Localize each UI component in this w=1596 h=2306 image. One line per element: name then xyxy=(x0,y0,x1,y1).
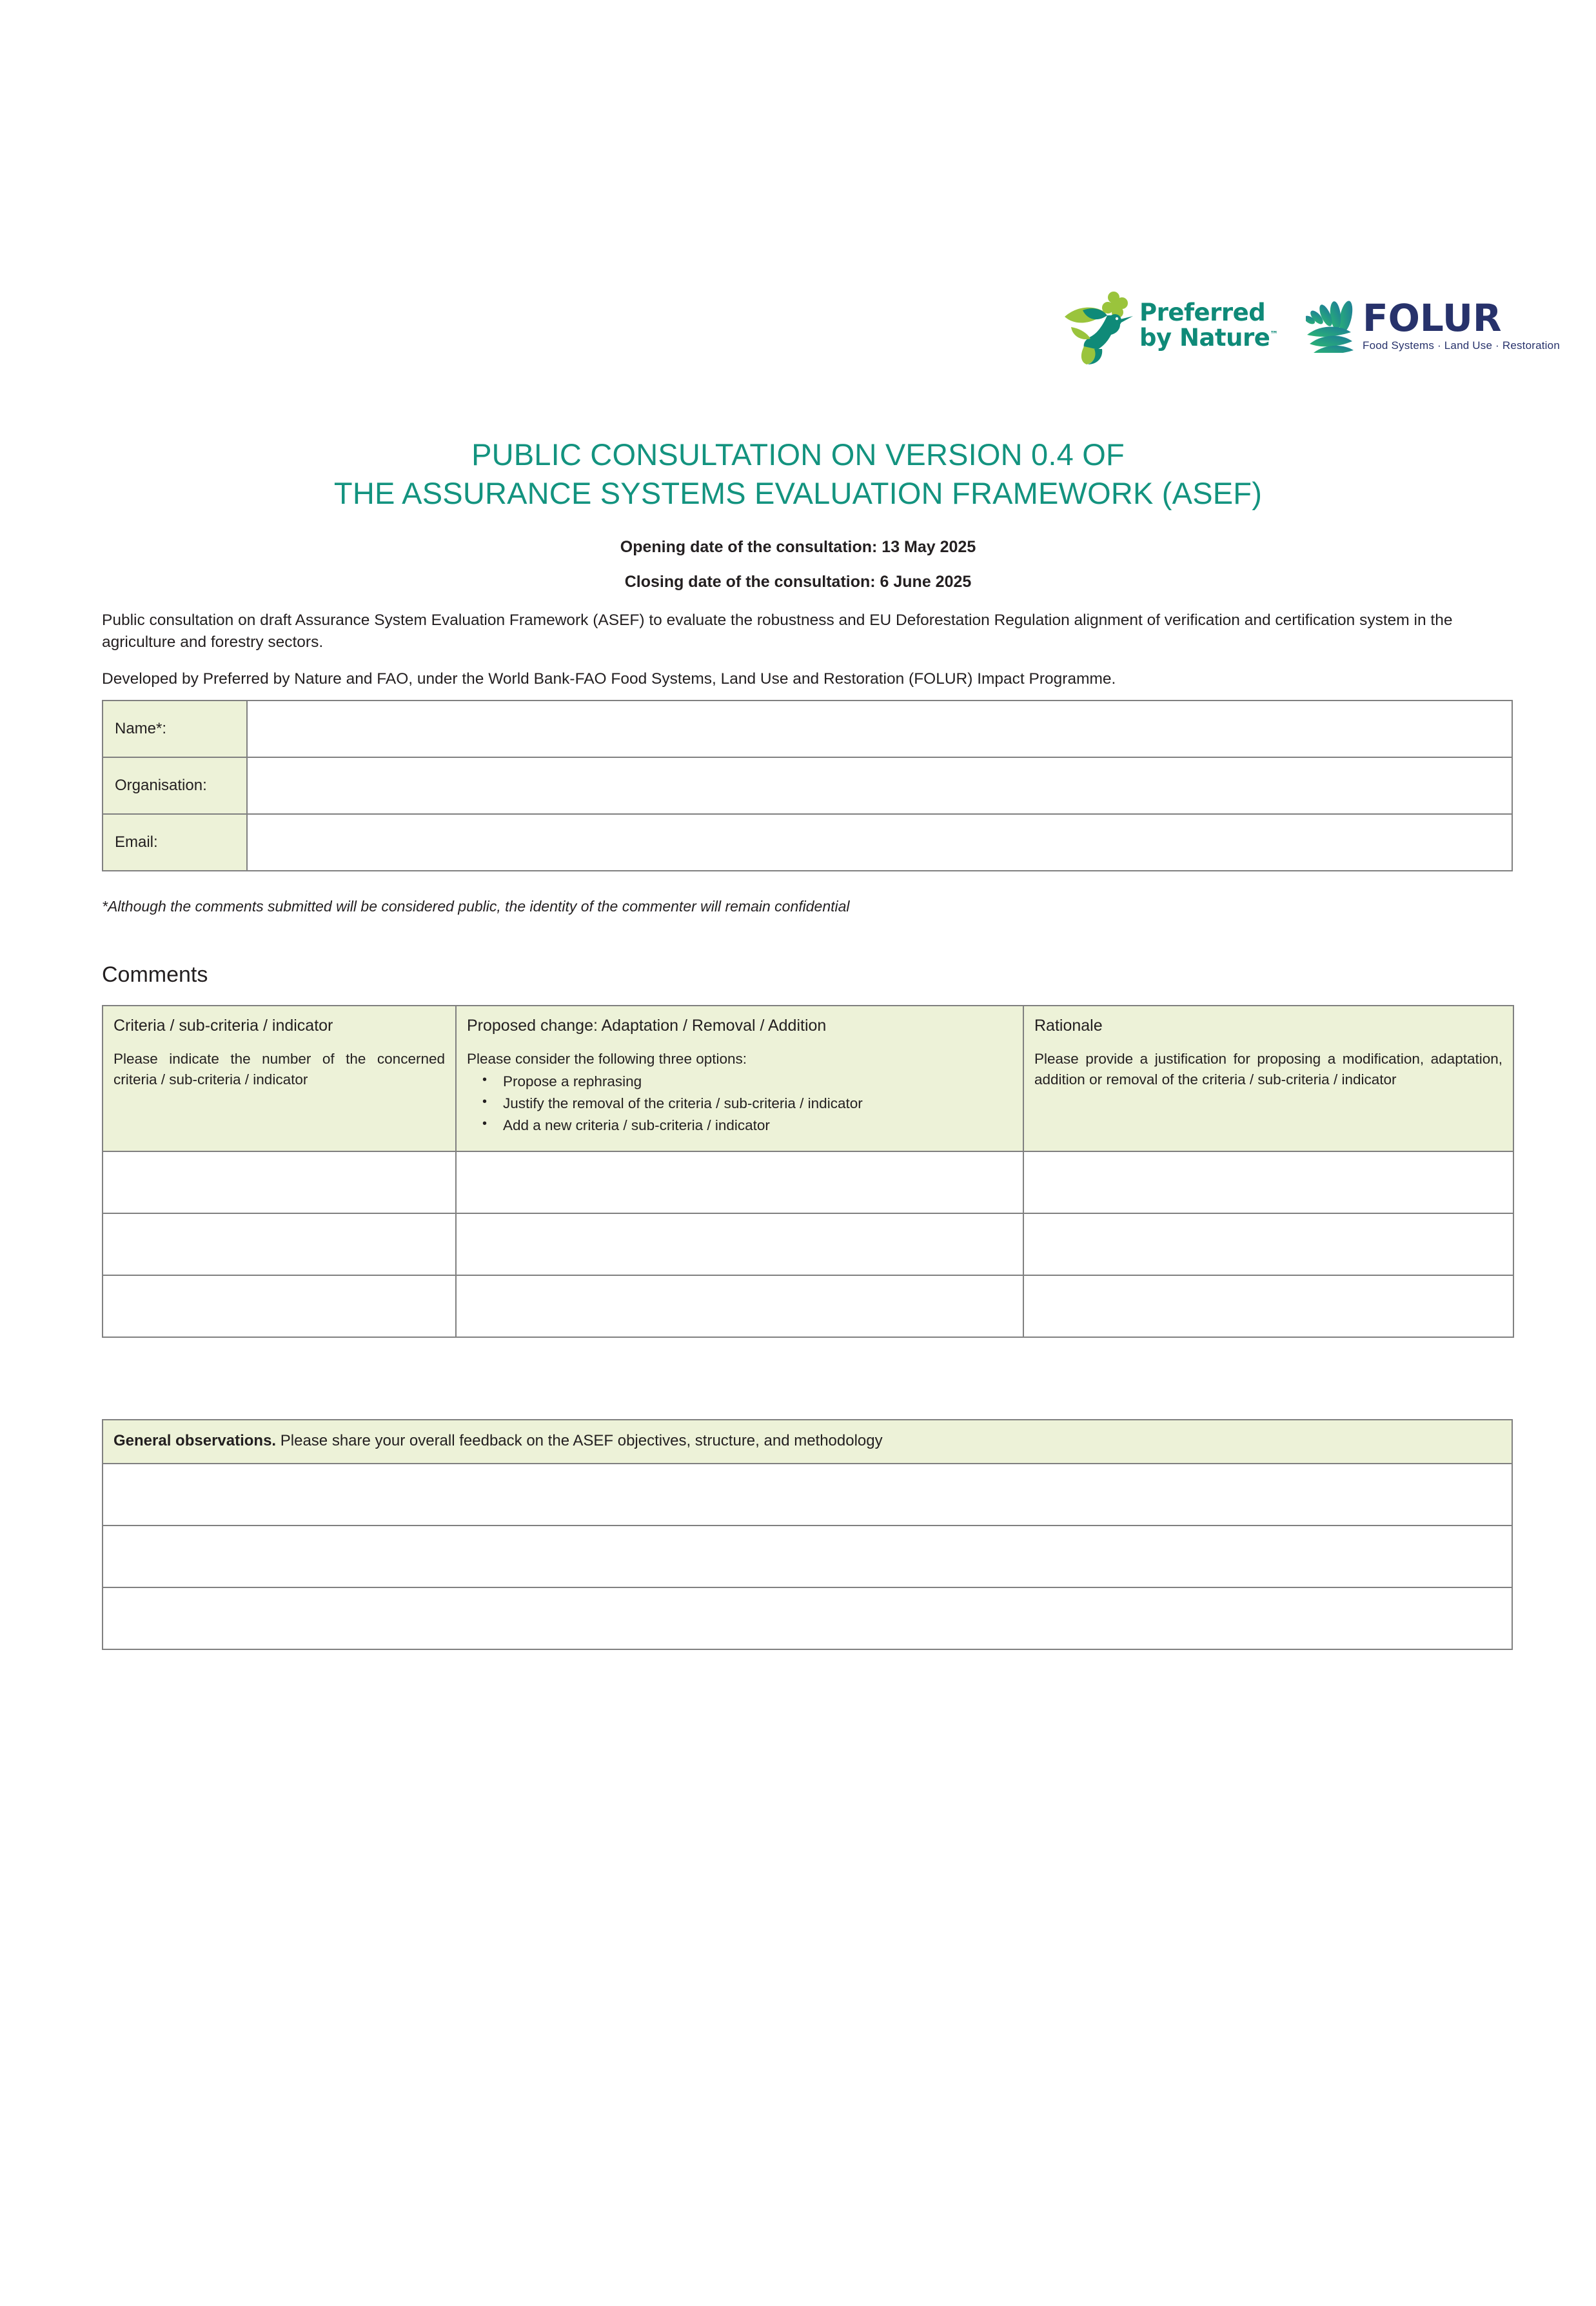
column-header-rationale xyxy=(1023,1006,1513,1151)
rationale-title: Rationale xyxy=(1034,1017,1103,1035)
table-row xyxy=(103,1587,1512,1649)
folur-tagline: Food Systems · Land Use · Restoration xyxy=(1363,339,1560,352)
table-row xyxy=(103,1526,1512,1587)
pbn-line1: Preferred xyxy=(1139,299,1266,327)
general-observations-prompt: Please share your overall feedback on the ASEF objectives, structure, and methodology xyxy=(276,1432,883,1449)
general-observations-cell-1[interactable] xyxy=(103,1464,1512,1526)
email-input[interactable] xyxy=(247,814,1512,871)
comment-cell-proposed-change-2[interactable] xyxy=(456,1213,1023,1275)
logo-band xyxy=(1061,277,1560,374)
table-header-row xyxy=(103,1006,1513,1151)
general-observations-table xyxy=(102,1419,1513,1650)
comments-table xyxy=(102,1005,1514,1338)
comment-cell-rationale-3[interactable] xyxy=(1023,1275,1513,1337)
title-line-2: THE ASSURANCE SYSTEMS EVALUATION FRAMEWORK (ASEF) xyxy=(333,476,1263,511)
general-observations-header xyxy=(103,1420,1512,1464)
trademark-symbol: ™ xyxy=(1270,330,1278,340)
general-observations-label: General observations. xyxy=(113,1432,277,1449)
intro-paragraph-1: Public consultation on draft Assurance System Evaluation Framework (ASEF) to evaluate the robustness and EU Deforestation Regulation alignment of verification and certification system in the agriculture and forestry sectors. xyxy=(102,611,1453,651)
general-observations-cell-2[interactable] xyxy=(103,1526,1512,1587)
proposed-change-title: Proposed change: Adaptation / Removal / Addition xyxy=(467,1017,827,1035)
folur-logo xyxy=(1306,287,1560,364)
comment-cell-proposed-change-3[interactable] xyxy=(456,1275,1023,1337)
criteria-instructions: Please indicate the number of the concerned criteria / sub-criteria / indicator xyxy=(113,1050,445,1088)
comment-cell-criteria-3[interactable] xyxy=(103,1275,456,1337)
table-row xyxy=(103,814,1512,871)
confidentiality-footnote: *Although the comments submitted will be considered public, the identity of the commenter will remain confidential xyxy=(102,898,850,915)
comment-cell-criteria-1[interactable] xyxy=(103,1151,456,1213)
proposed-change-options xyxy=(467,1071,1012,1137)
name-input[interactable] xyxy=(247,701,1512,757)
general-observations-cell-3[interactable] xyxy=(103,1587,1512,1649)
preferred-by-nature-logo xyxy=(1061,279,1278,373)
comment-cell-rationale-1[interactable] xyxy=(1023,1151,1513,1213)
column-header-criteria xyxy=(103,1006,456,1151)
table-row xyxy=(103,1213,1513,1275)
table-row xyxy=(103,1275,1513,1337)
folur-leaf-icon xyxy=(1306,299,1355,353)
closing-date: Closing date of the consultation: 6 June 2025 xyxy=(624,573,972,591)
table-row xyxy=(103,1151,1513,1213)
organisation-label: Organisation: xyxy=(103,757,247,814)
list-item: • Add a new criteria / sub-criteria / indicator xyxy=(503,1115,1012,1137)
list-item: • Propose a rephrasing xyxy=(503,1071,1012,1093)
table-row xyxy=(103,1464,1512,1526)
comment-cell-criteria-2[interactable] xyxy=(103,1213,456,1275)
opening-date: Opening date of the consultation: 13 May 2025 xyxy=(620,538,976,556)
organisation-input[interactable] xyxy=(247,757,1512,814)
page-title xyxy=(0,435,1596,513)
comment-cell-rationale-2[interactable] xyxy=(1023,1213,1513,1275)
folur-wordmark: FOLUR xyxy=(1363,296,1502,340)
criteria-title: Criteria / sub-criteria / indicator xyxy=(113,1017,333,1035)
contact-form-table xyxy=(102,700,1513,871)
list-item: • Justify the removal of the criteria / sub-criteria / indicator xyxy=(503,1093,1012,1115)
title-line-1: PUBLIC CONSULTATION ON VERSION 0.4 OF xyxy=(471,437,1125,472)
preferred-by-nature-wordmark xyxy=(1139,301,1278,351)
proposed-change-instructions: Please consider the following three options: xyxy=(467,1050,747,1067)
hummingbird-icon xyxy=(1061,287,1133,364)
name-label: Name*: xyxy=(103,701,247,757)
column-header-proposed-change xyxy=(456,1006,1023,1151)
table-row xyxy=(103,757,1512,814)
intro-paragraph-2: Developed by Preferred by Nature and FAO, under the World Bank-FAO Food Systems, Land Use and Restoration (FOLUR) Impact Programme. xyxy=(102,670,1116,688)
comment-cell-proposed-change-1[interactable] xyxy=(456,1151,1023,1213)
pbn-line2: by Nature xyxy=(1139,324,1270,352)
table-row xyxy=(103,701,1512,757)
table-header-row xyxy=(103,1420,1512,1464)
rationale-instructions: Please provide a justification for proposing a modification, adaptation, addition or removal of the criteria / sub-criteria / indicator xyxy=(1034,1050,1502,1088)
email-label: Email: xyxy=(103,814,247,871)
comments-heading: Comments xyxy=(102,962,208,987)
